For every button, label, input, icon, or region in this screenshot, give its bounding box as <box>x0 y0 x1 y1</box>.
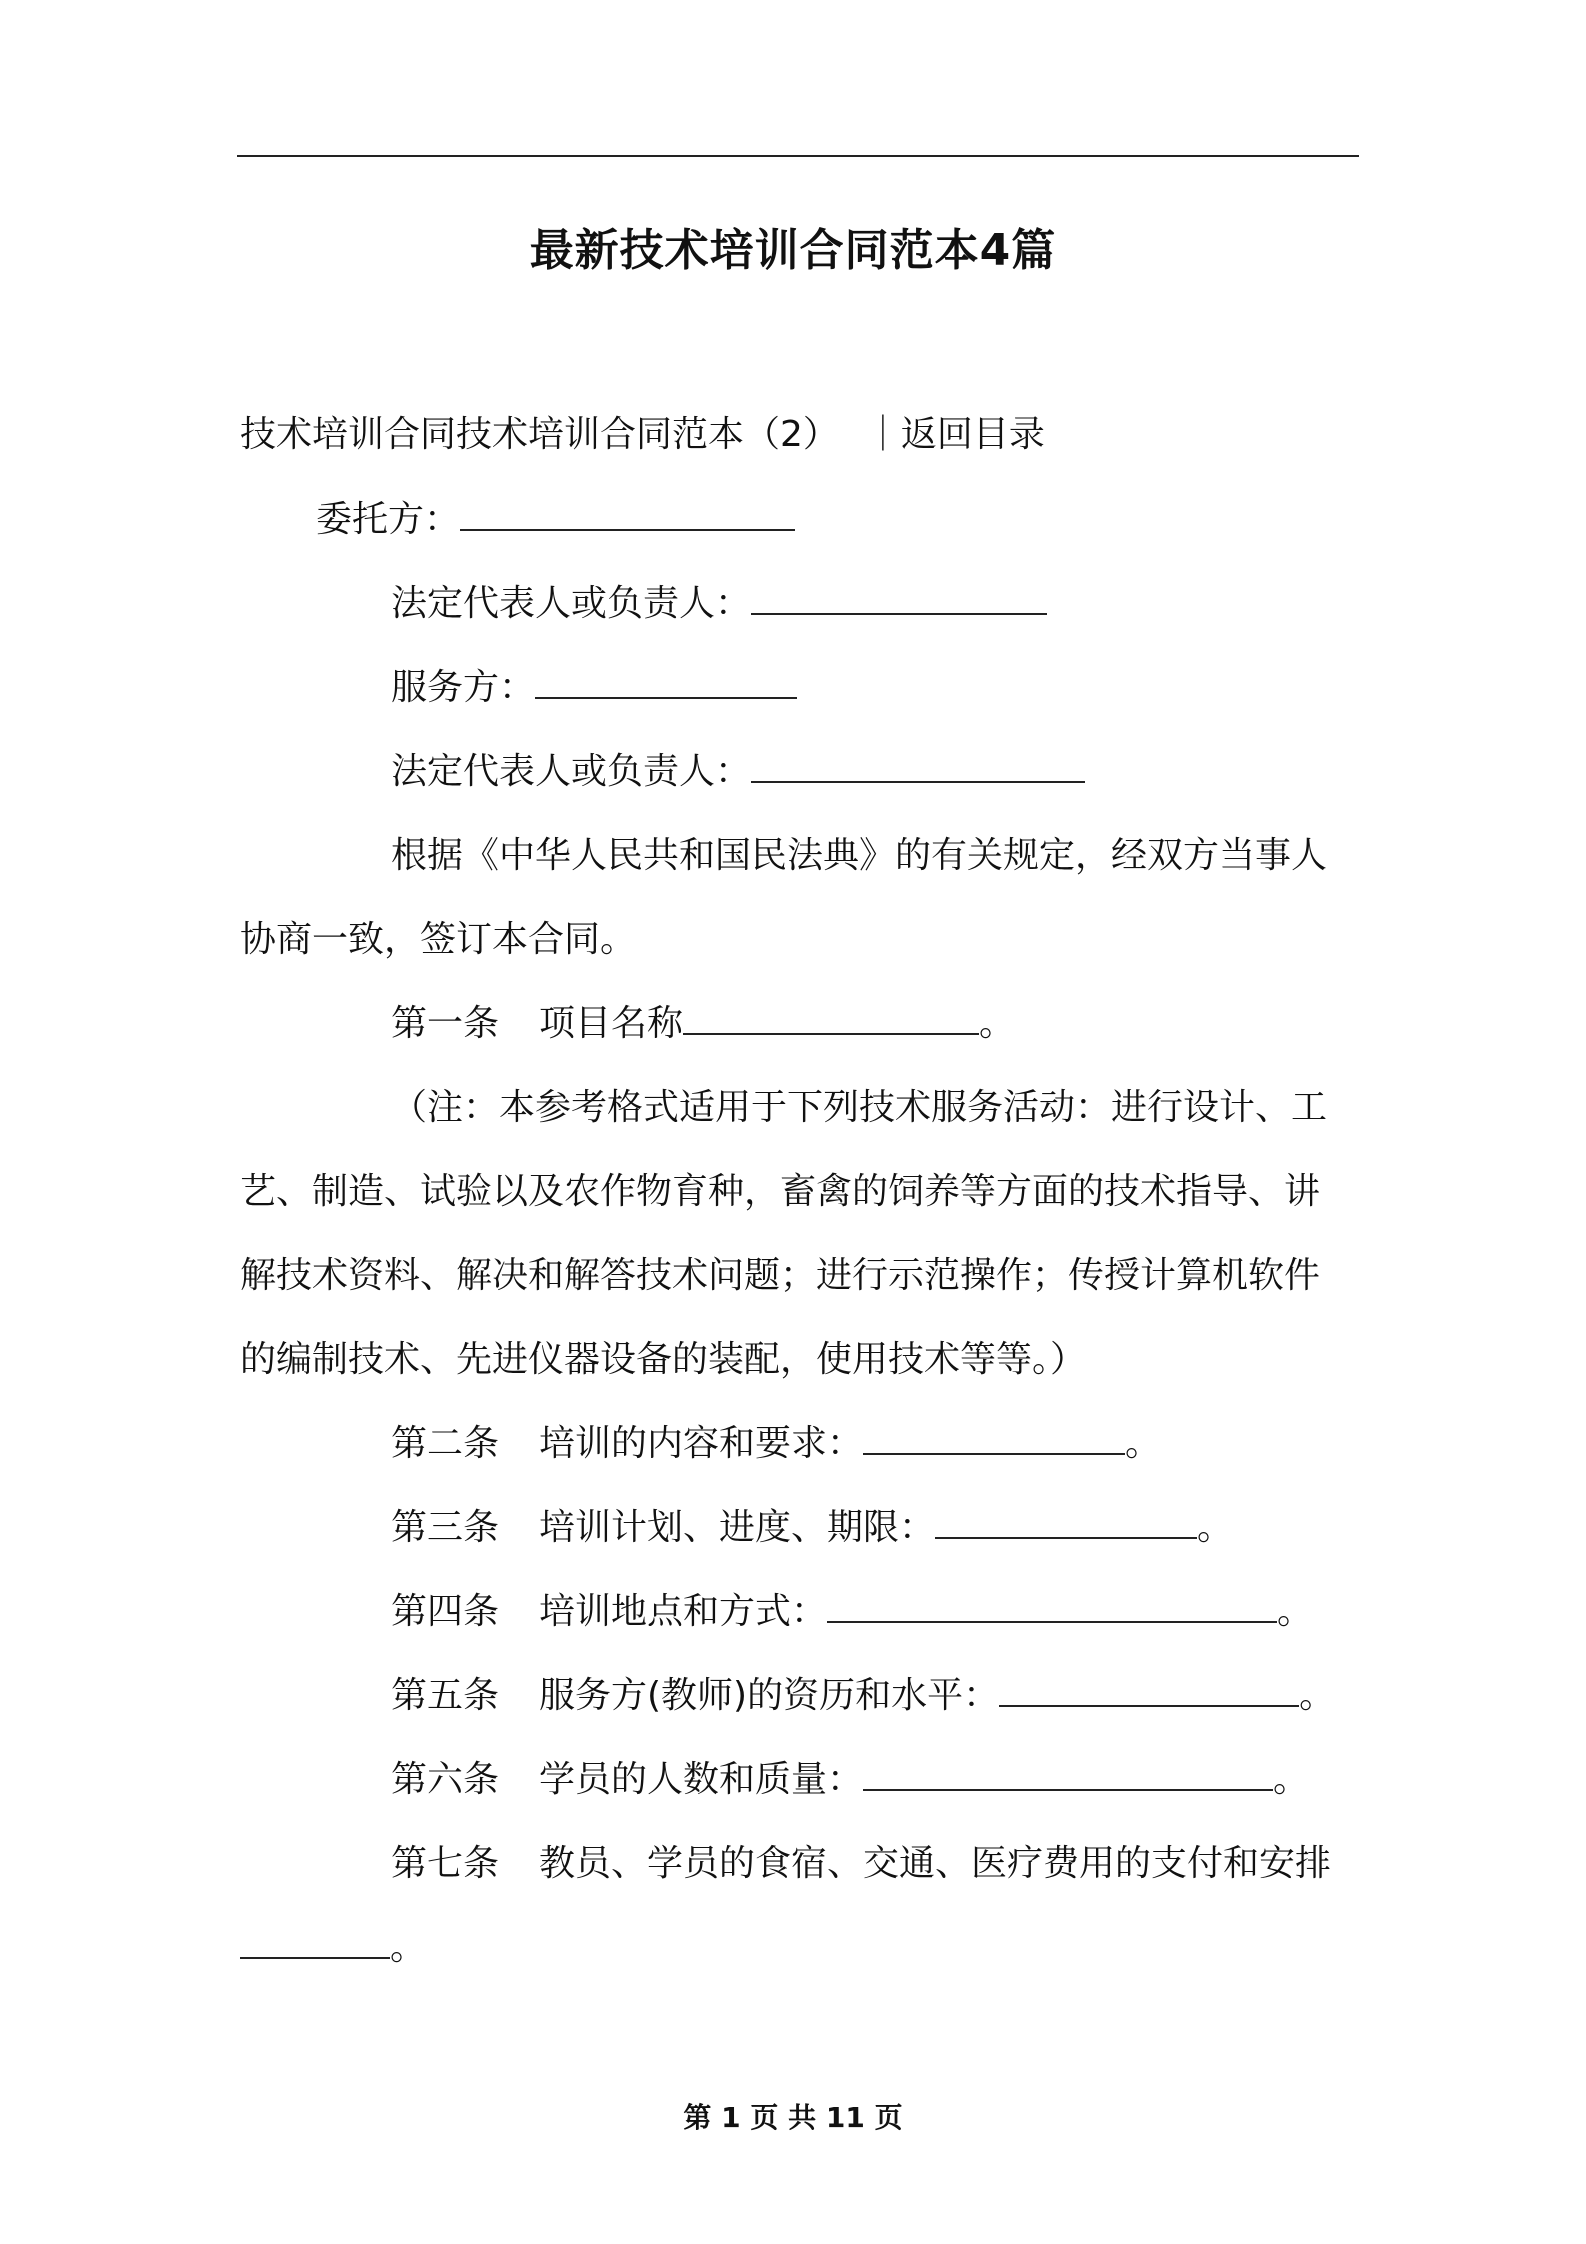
client-label: 委托方： <box>316 499 461 540</box>
article-text: 培训地点和方式： <box>539 1591 828 1632</box>
page-footer: 第 1 页 共 11 页 <box>683 2101 903 2134</box>
article-number: 第四条 <box>391 1591 500 1632</box>
article-number: 第五条 <box>391 1675 500 1716</box>
note-line-2: 艺、制造、试验以及农作物育种，畜禽的饲养等方面的技术指导、讲 <box>240 1171 1321 1212</box>
subtitle-line <box>240 413 1045 457</box>
article-end: 。 <box>390 1927 427 1968</box>
article-end: 。 <box>1197 1507 1234 1548</box>
client-rep-label: 法定代表人或负责人： <box>391 583 752 624</box>
article-text: 培训计划、进度、期限： <box>539 1507 936 1548</box>
provider-rep-field <box>391 750 1085 794</box>
article-6 <box>391 1758 1309 1802</box>
article-5-blank[interactable] <box>999 1675 1299 1707</box>
back-to-contents-link[interactable]: 返回目录 <box>900 414 1045 455</box>
note-line-1: （注：本参考格式适用于下列技术服务活动：进行设计、工 <box>391 1087 1328 1128</box>
client-rep-blank[interactable] <box>751 583 1047 615</box>
article-number: 第七条 <box>391 1843 500 1884</box>
article-number: 第三条 <box>391 1507 500 1548</box>
article-end: 。 <box>1299 1675 1336 1716</box>
provider-blank[interactable] <box>535 667 797 699</box>
article-number: 第六条 <box>391 1759 500 1800</box>
article-3 <box>391 1506 1233 1550</box>
client-field <box>316 498 795 542</box>
provider-label: 服务方： <box>391 667 536 708</box>
article-text: 项目名称 <box>539 1003 684 1044</box>
article-number: 第二条 <box>391 1423 500 1464</box>
article-1-blank[interactable] <box>683 1003 979 1035</box>
article-number: 第一条 <box>391 1003 500 1044</box>
article-4 <box>391 1590 1313 1634</box>
article-end: 。 <box>979 1003 1016 1044</box>
article-4-blank[interactable] <box>827 1591 1277 1623</box>
article-2 <box>391 1422 1161 1466</box>
subtitle-text: 技术培训合同技术培训合同范本（2） <box>240 414 839 455</box>
article-text: 培训的内容和要求： <box>539 1423 864 1464</box>
note-line-4: 的编制技术、先进仪器设备的装配，使用技术等等。） <box>240 1339 1087 1380</box>
preamble-line-2: 协商一致，签订本合同。 <box>240 919 637 960</box>
subtitle-separator: ｜ <box>864 414 901 455</box>
article-text: 教员、学员的食宿、交通、医疗费用的支付和安排 <box>539 1843 1332 1884</box>
article-3-blank[interactable] <box>935 1507 1197 1539</box>
article-1 <box>391 1002 1015 1046</box>
article-end: 。 <box>1125 1423 1162 1464</box>
client-rep-field <box>391 582 1047 626</box>
article-end: 。 <box>1273 1759 1310 1800</box>
provider-rep-blank[interactable] <box>751 751 1085 783</box>
article-5 <box>391 1674 1335 1718</box>
article-text: 服务方(教师)的资历和水平： <box>539 1675 1000 1716</box>
article-7 <box>391 1842 1331 1886</box>
article-7-continuation <box>240 1926 426 1970</box>
article-2-blank[interactable] <box>863 1423 1125 1455</box>
article-text: 学员的人数和质量： <box>539 1759 864 1800</box>
note-line-3: 解技术资料、解决和解答技术问题；进行示范操作；传授计算机软件 <box>240 1255 1321 1296</box>
header-rule <box>237 155 1359 157</box>
client-blank[interactable] <box>460 499 795 531</box>
preamble-line-1: 根据《中华人民共和国民法典》的有关规定，经双方当事人 <box>391 835 1328 876</box>
provider-field <box>391 666 797 710</box>
article-end: 。 <box>1277 1591 1314 1632</box>
article-7-blank[interactable] <box>240 1927 390 1959</box>
provider-rep-label: 法定代表人或负责人： <box>391 751 752 792</box>
document-title: 最新技术培训合同范本4篇 <box>529 225 1057 276</box>
article-6-blank[interactable] <box>863 1759 1273 1791</box>
